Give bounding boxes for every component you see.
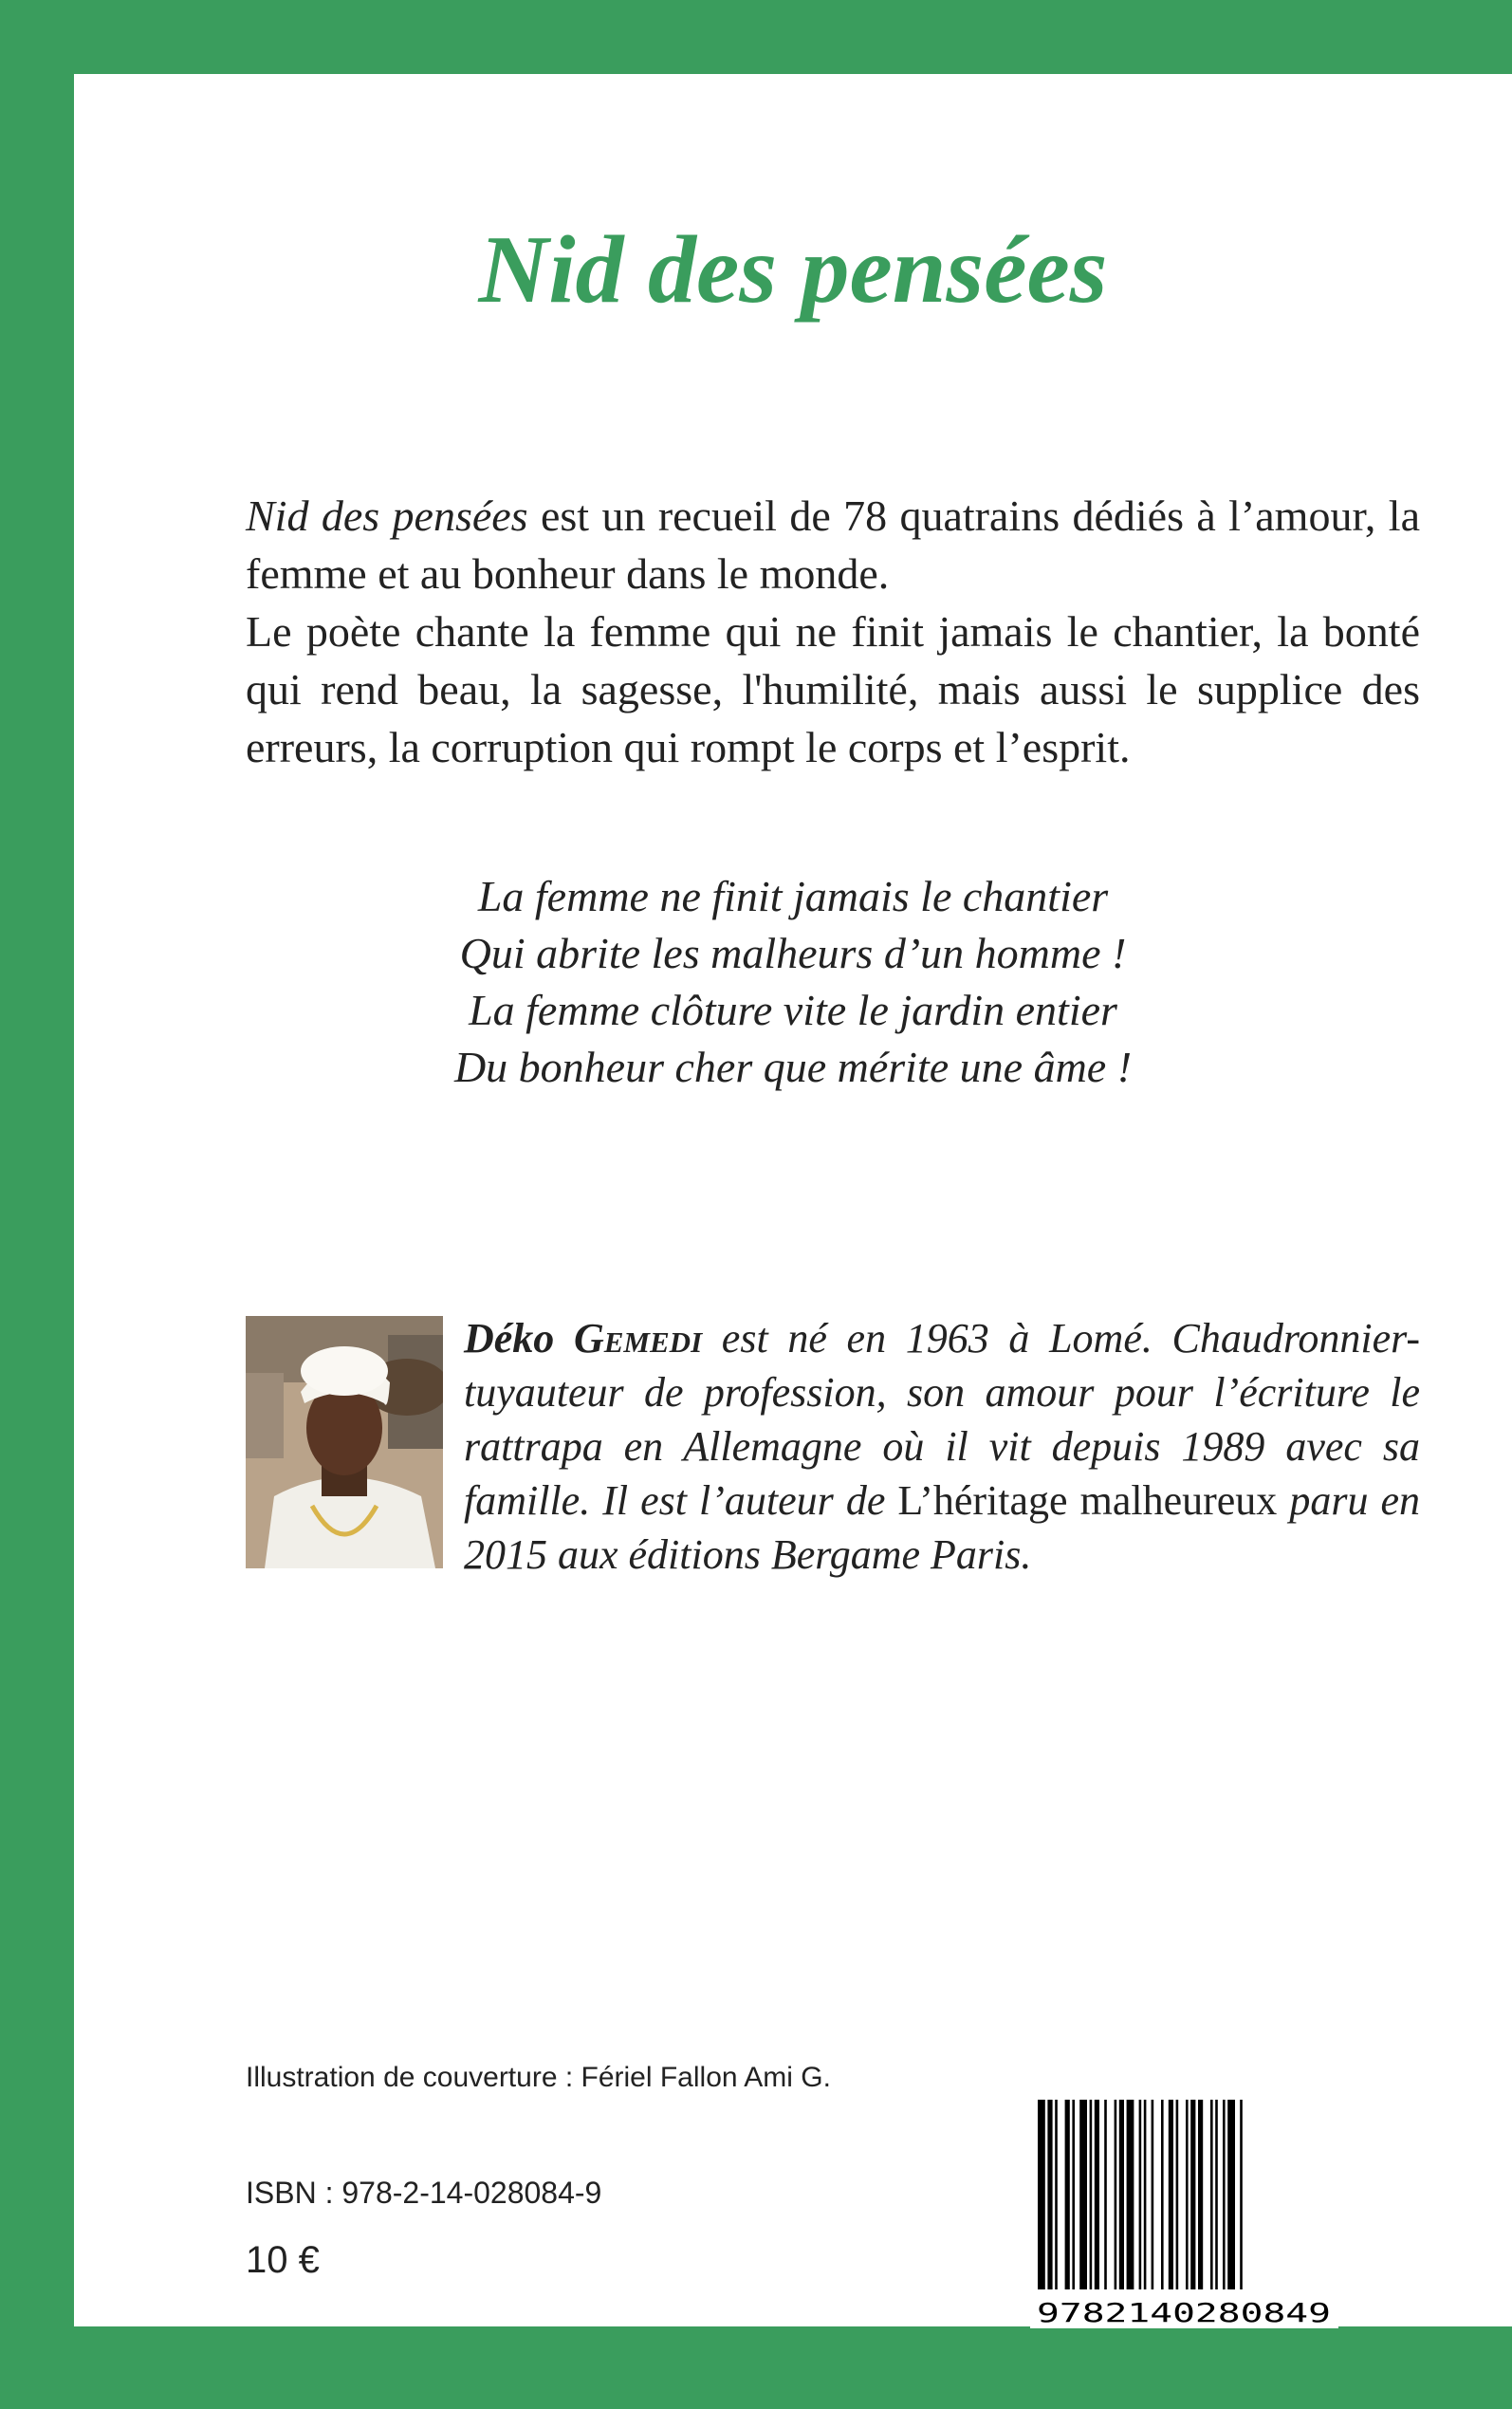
description-text-1: est un recueil de 78 quatrains dédiés à l’amour, la femme et au bonheur dans le monde. bbox=[246, 491, 1420, 598]
barcode-bar bbox=[1227, 2100, 1235, 2289]
cover-illustration-credit: Illustration de couverture : Fériel Fallon Ami G. bbox=[246, 2062, 831, 2093]
barcode-bar bbox=[1152, 2100, 1154, 2289]
barcode-bar bbox=[1190, 2100, 1195, 2289]
barcode-bar bbox=[1144, 2100, 1147, 2289]
barcode-bar bbox=[1079, 2100, 1087, 2289]
quatrain-line: La femme clôture vite le jardin entier bbox=[469, 986, 1117, 1034]
barcode-bar bbox=[1240, 2100, 1243, 2289]
quatrain-line: Du bonheur cher que mérite une âme ! bbox=[453, 1043, 1133, 1091]
barcode-bar bbox=[1065, 2100, 1070, 2289]
barcode-bar bbox=[1072, 2100, 1075, 2289]
barcode-bar bbox=[1223, 2100, 1226, 2289]
barcode-digits: 9782140280849 bbox=[1037, 2297, 1331, 2328]
author-book-ref: L’héritage malheureux bbox=[897, 1477, 1278, 1524]
barcode-bar bbox=[1119, 2100, 1124, 2289]
author-bio-text-1: est né en 1963 à Lomé. Chaudronnier-tuyauteur de profession, son amour pour l’écriture le rattrapa en Allemagne où il vit depuis 1989 avec sa famille. Il est l’auteur de bbox=[464, 1315, 1420, 1524]
quatrain-line: Qui abrite les malheurs d’un homme ! bbox=[459, 929, 1127, 977]
barcode-bar bbox=[1169, 2100, 1173, 2289]
barcode-bar bbox=[1161, 2100, 1164, 2289]
barcode-bar bbox=[1215, 2100, 1218, 2289]
barcode-bar bbox=[1210, 2100, 1213, 2289]
author-photo bbox=[246, 1316, 443, 1568]
quatrain-excerpt bbox=[74, 868, 1512, 1096]
barcode-bar bbox=[1104, 2100, 1107, 2289]
barcode bbox=[1030, 2096, 1338, 2328]
barcode-bar bbox=[1115, 2100, 1117, 2289]
book-description bbox=[246, 487, 1420, 776]
isbn: ISBN : 978-2-14-028084-9 bbox=[246, 2176, 602, 2210]
barcode-bar bbox=[1198, 2100, 1203, 2289]
barcode-bar bbox=[1127, 2100, 1134, 2289]
back-cover bbox=[74, 74, 1512, 2326]
description-paragraph-1 bbox=[246, 487, 1420, 602]
author-bio bbox=[464, 1311, 1420, 1582]
barcode-bar bbox=[1047, 2100, 1052, 2289]
price: 10 € bbox=[246, 2239, 320, 2281]
author-bio-text-2: paru en 2015 aux éditions Bergame Paris. bbox=[464, 1477, 1421, 1578]
book-title: Nid des pensées bbox=[478, 216, 1108, 324]
barcode-bar bbox=[1095, 2100, 1099, 2289]
barcode-bar bbox=[1038, 2100, 1045, 2289]
quatrain-line: La femme ne finit jamais le chantier bbox=[477, 872, 1109, 920]
barcode-bar bbox=[1090, 2100, 1093, 2289]
description-title-ref: Nid des pensées bbox=[246, 491, 528, 540]
barcode-bar bbox=[1176, 2100, 1179, 2289]
author-surname: Gemedi bbox=[573, 1315, 703, 1362]
barcode-bar bbox=[1055, 2100, 1058, 2289]
barcode-bar bbox=[1139, 2100, 1142, 2289]
barcode-bar bbox=[1186, 2100, 1189, 2289]
description-paragraph-2: Le poète chante la femme qui ne finit jamais le chantier, la bonté qui rend beau, la sagesse, l'humilité, mais aussi le supplice des erreurs, la corruption qui rompt le corps et l’esprit. bbox=[246, 607, 1420, 771]
author-first-name: Déko bbox=[464, 1315, 555, 1362]
